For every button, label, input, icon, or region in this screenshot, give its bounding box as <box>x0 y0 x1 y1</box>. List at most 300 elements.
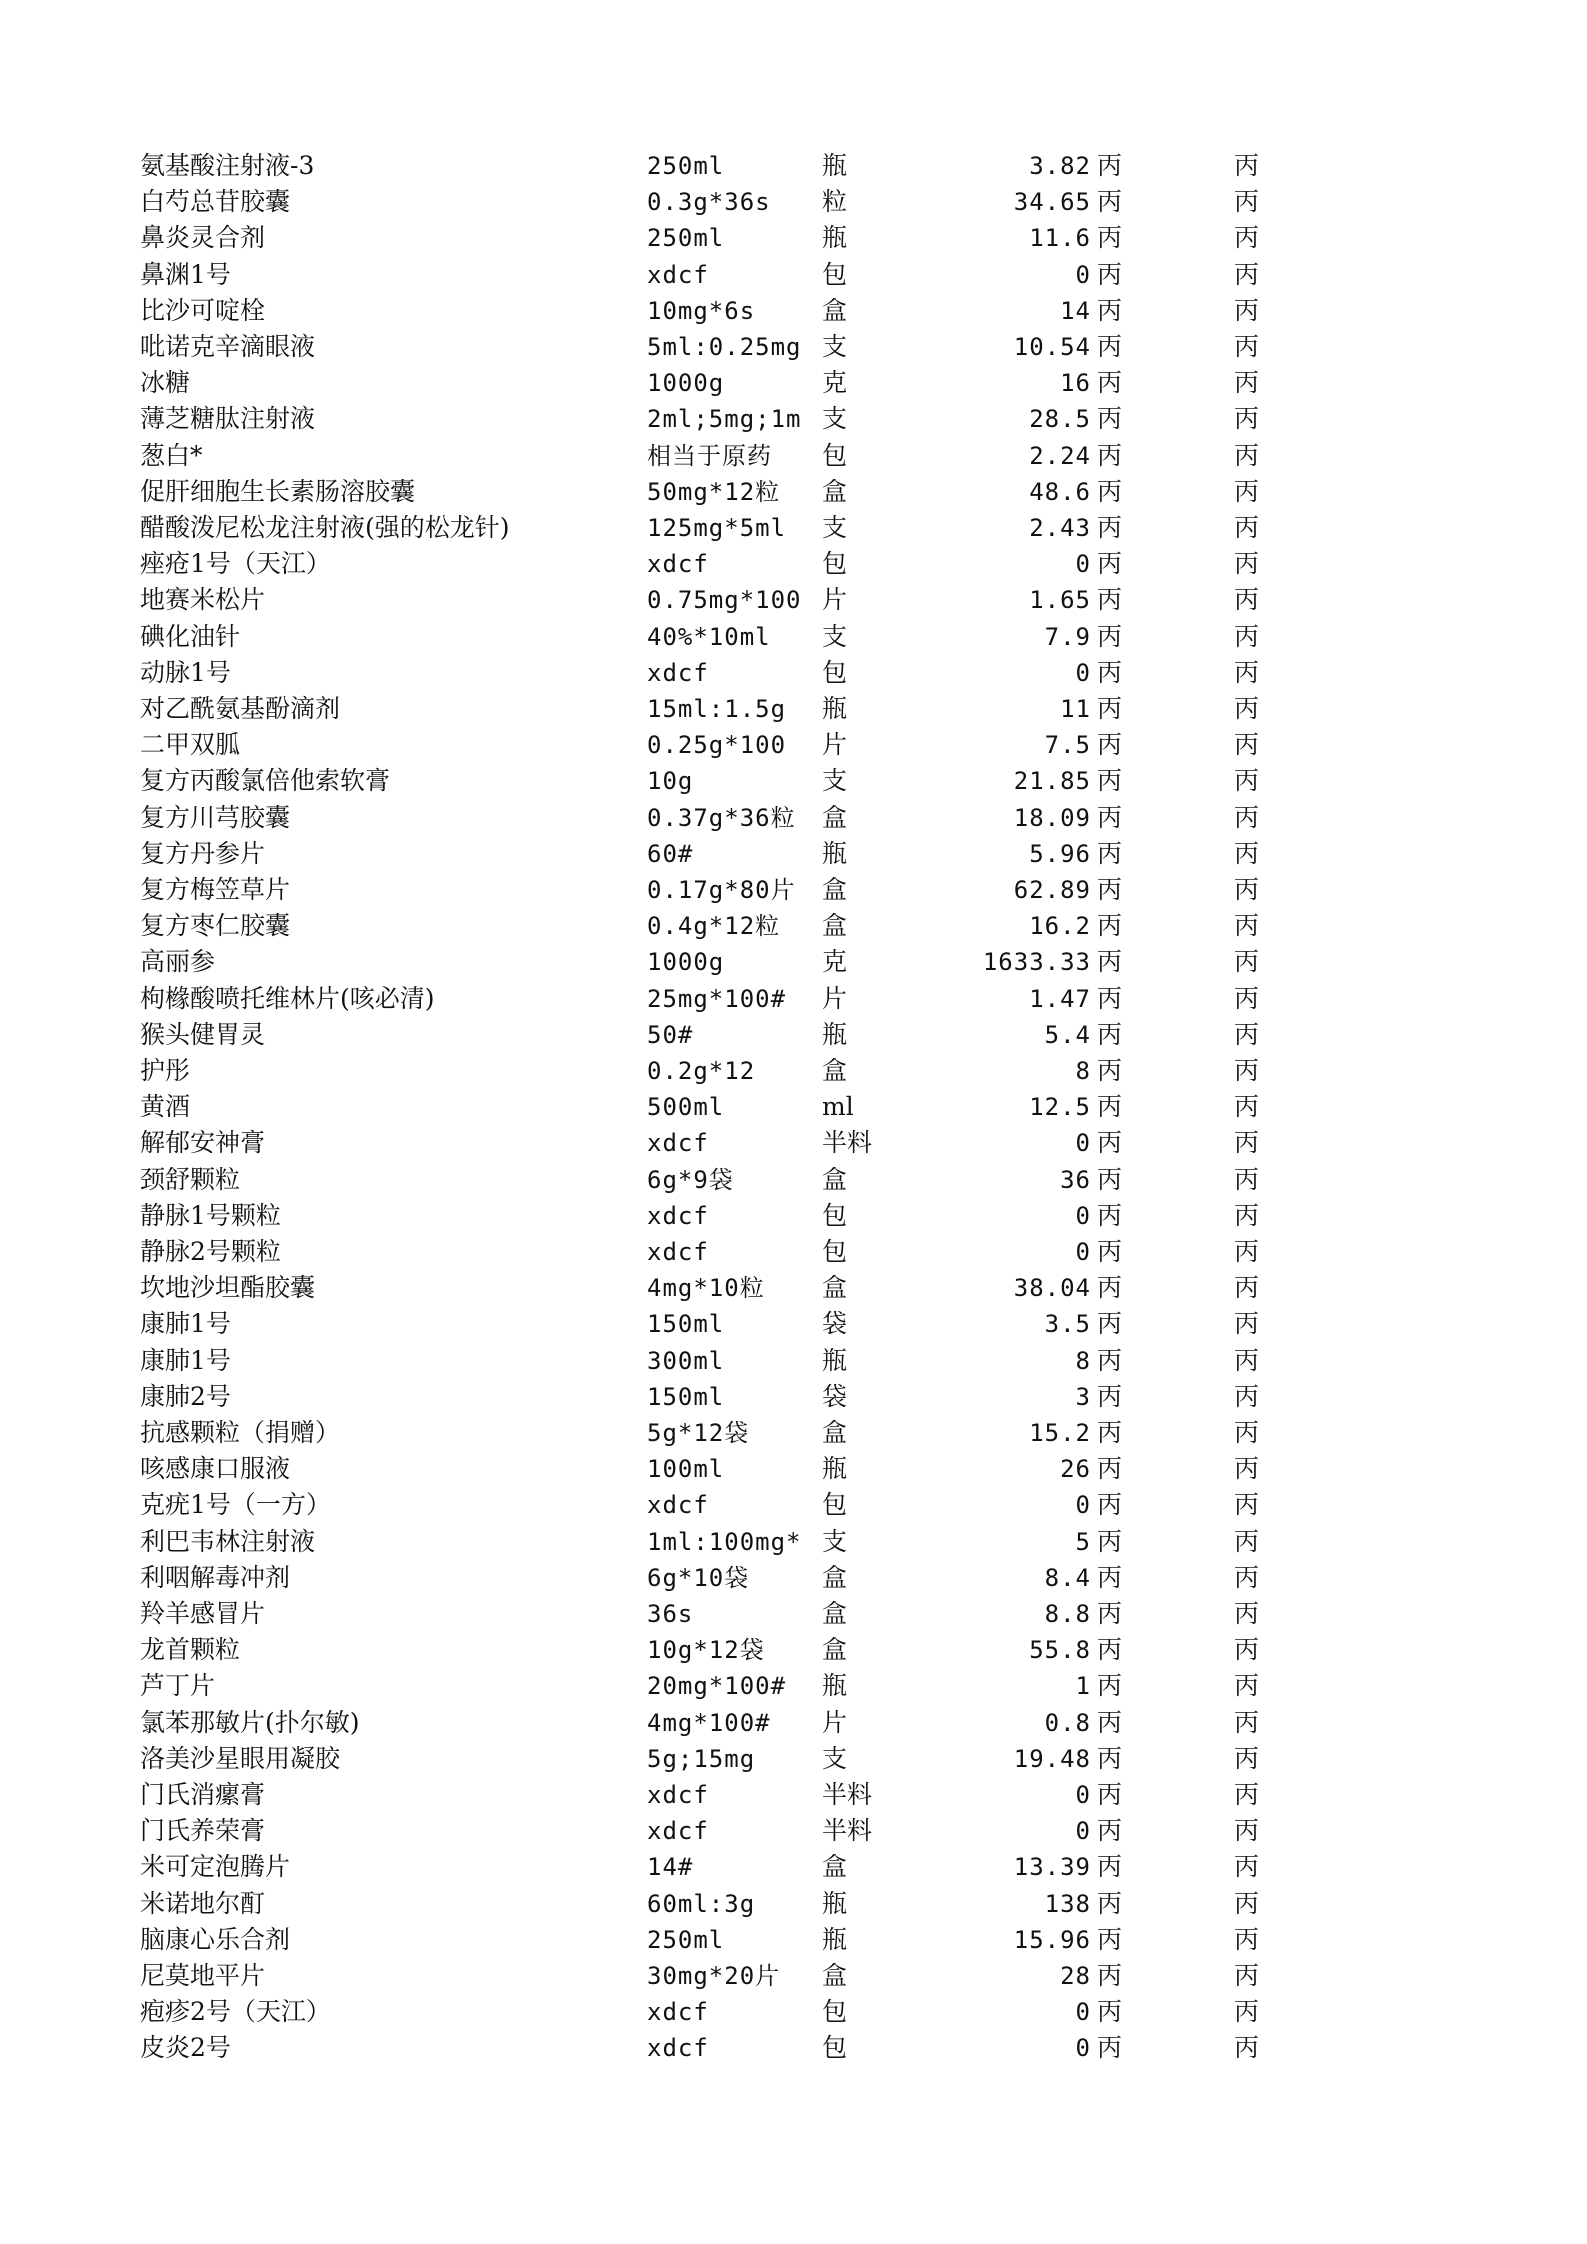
price-cell: 0 <box>1075 1491 1091 1520</box>
category-cell: 丙 <box>1097 694 1123 723</box>
spec-cell: 20mg*100# <box>647 1672 787 1701</box>
category-cell-2: 丙 <box>1234 947 1260 977</box>
table-row <box>0 1451 1587 1487</box>
price-cell: 11 <box>1060 695 1091 723</box>
spec-cell: 50mg*12粒 <box>647 477 781 506</box>
price-cell: 5.96 <box>1029 839 1091 868</box>
table-row <box>0 1162 1587 1198</box>
category-cell: 丙 <box>1097 187 1123 217</box>
unit-cell: 包 <box>822 1200 848 1230</box>
category-cell-2: 丙 <box>1234 1128 1260 1158</box>
drug-name-cell: 吡诺克辛滴眼液 <box>140 332 316 361</box>
unit-cell: 支 <box>822 1743 848 1773</box>
category-cell: 丙 <box>1097 1816 1123 1846</box>
unit-cell: 支 <box>822 766 848 796</box>
table-row <box>0 1487 1587 1523</box>
table-row <box>0 1886 1587 1922</box>
category-cell: 丙 <box>1097 802 1123 832</box>
price-cell: 10.54 <box>1013 333 1091 361</box>
table-row <box>0 1922 1587 1958</box>
price-cell: 0 <box>1075 260 1091 289</box>
table-row <box>0 148 1587 184</box>
unit-cell: 袋 <box>822 1309 848 1339</box>
drug-name-cell: 氯苯那敏片(扑尔敏) <box>140 1707 360 1737</box>
category-cell-2: 丙 <box>1234 1707 1260 1737</box>
category-cell-2: 丙 <box>1234 1490 1260 1520</box>
table-row <box>0 763 1587 799</box>
category-cell: 丙 <box>1097 440 1123 470</box>
table-row <box>0 1813 1587 1849</box>
category-cell-2: 丙 <box>1234 1852 1260 1882</box>
drug-name-cell: 地赛米松片 <box>140 585 266 615</box>
category-cell: 丙 <box>1097 1418 1123 1447</box>
drug-name-cell: 枸橼酸喷托维林片(咳必清) <box>140 983 435 1013</box>
category-cell-2: 丙 <box>1234 1780 1260 1809</box>
unit-cell: 盒 <box>822 1961 848 1990</box>
category-cell-2: 丙 <box>1234 187 1260 217</box>
unit-cell: 包 <box>822 1490 848 1520</box>
unit-cell: 瓶 <box>822 151 848 180</box>
category-cell-2: 丙 <box>1234 1381 1260 1411</box>
category-cell-2: 丙 <box>1234 1888 1260 1918</box>
category-cell-2: 丙 <box>1234 657 1260 687</box>
spec-cell: 0.25g*100 <box>647 731 787 760</box>
category-cell-2: 丙 <box>1234 332 1260 361</box>
spec-cell: 0.75mg*100 <box>647 586 802 615</box>
category-cell: 丙 <box>1097 1164 1123 1194</box>
spec-cell: 相当于原药 <box>647 441 772 470</box>
unit-cell: 片 <box>822 730 848 760</box>
spec-cell: 1000g <box>647 369 725 398</box>
table-row <box>0 438 1587 474</box>
category-cell-2: 丙 <box>1234 440 1260 470</box>
spec-cell: xdcf <box>647 260 709 289</box>
category-cell-2: 丙 <box>1234 802 1260 832</box>
spec-cell: xdcf <box>647 1817 709 1846</box>
unit-cell: 瓶 <box>822 1345 848 1375</box>
price-cell: 1.47 <box>1029 984 1091 1013</box>
spec-cell: 15ml:1.5g <box>647 695 787 723</box>
drug-name-cell: 洛美沙星眼用凝胶 <box>140 1743 341 1773</box>
unit-cell: 盒 <box>822 295 848 325</box>
category-cell: 丙 <box>1097 223 1123 253</box>
price-cell: 2.43 <box>1029 514 1091 542</box>
spec-cell: 0.3g*36s <box>647 188 771 217</box>
spec-cell: 10g*12袋 <box>647 1636 765 1665</box>
price-cell: 14 <box>1060 296 1091 325</box>
category-cell-2: 丙 <box>1234 1924 1260 1954</box>
table-row <box>0 1053 1587 1089</box>
table-row <box>0 1705 1587 1741</box>
price-cell: 1 <box>1075 1672 1091 1701</box>
category-cell: 丙 <box>1097 259 1123 289</box>
price-cell: 21.85 <box>1013 767 1091 796</box>
unit-cell: 袋 <box>822 1381 848 1411</box>
price-cell: 8.4 <box>1044 1563 1091 1592</box>
category-cell: 丙 <box>1097 151 1123 180</box>
category-cell: 丙 <box>1097 332 1123 361</box>
unit-cell: 瓶 <box>822 838 848 868</box>
unit-cell: 盒 <box>822 476 848 506</box>
unit-cell: 盒 <box>822 1562 848 1592</box>
table-row <box>0 1125 1587 1161</box>
table-row <box>0 1668 1587 1704</box>
category-cell-2: 丙 <box>1234 151 1260 180</box>
price-cell: 38.04 <box>1013 1274 1091 1303</box>
drug-name-cell: 皮炎2号 <box>140 2033 231 2063</box>
spec-cell: 250ml <box>647 1925 725 1954</box>
spec-cell: xdcf <box>647 1238 709 1266</box>
unit-cell: 克 <box>822 368 848 398</box>
drug-name-cell: 冰糖 <box>140 368 191 398</box>
category-cell-2: 丙 <box>1234 766 1260 796</box>
category-cell-2: 丙 <box>1234 259 1260 289</box>
price-cell: 34.65 <box>1013 188 1091 217</box>
unit-cell: 片 <box>822 1707 848 1737</box>
category-cell: 丙 <box>1097 513 1123 542</box>
table-row <box>0 1415 1587 1451</box>
category-cell-2: 丙 <box>1234 1635 1260 1665</box>
drug-name-cell: 抗感颗粒（捐赠） <box>140 1418 341 1447</box>
drug-name-cell: 羚羊感冒片 <box>140 1599 266 1628</box>
spec-cell: 5ml:0.25mg <box>647 333 802 361</box>
category-cell: 丙 <box>1097 1345 1123 1375</box>
category-cell-2: 丙 <box>1234 1599 1260 1628</box>
price-cell: 2.24 <box>1029 441 1091 470</box>
table-row <box>0 1524 1587 1560</box>
price-cell: 8 <box>1075 1057 1091 1085</box>
category-cell: 丙 <box>1097 947 1123 977</box>
category-cell-2: 丙 <box>1234 223 1260 253</box>
category-cell: 丙 <box>1097 476 1123 506</box>
drug-name-cell: 薄芝糖肽注射液 <box>140 404 316 434</box>
category-cell: 丙 <box>1097 875 1123 904</box>
spec-cell: 0.17g*80片 <box>647 876 796 904</box>
category-cell: 丙 <box>1097 1961 1123 1990</box>
category-cell-2: 丙 <box>1234 1816 1260 1846</box>
unit-cell: 包 <box>822 1237 848 1266</box>
unit-cell: 瓶 <box>822 223 848 253</box>
drug-name-cell: 康肺2号 <box>140 1381 231 1411</box>
spec-cell: 5g*12袋 <box>647 1419 750 1447</box>
drug-name-cell: 复方丹参片 <box>140 838 266 868</box>
drug-name-cell: 坎地沙坦酯胶囊 <box>140 1273 316 1303</box>
spec-cell: 250ml <box>647 152 725 180</box>
category-cell: 丙 <box>1097 585 1123 615</box>
unit-cell: 包 <box>822 2033 848 2063</box>
price-cell: 19.48 <box>1013 1744 1091 1773</box>
category-cell: 丙 <box>1097 404 1123 434</box>
table-row <box>0 510 1587 546</box>
category-cell-2: 丙 <box>1234 368 1260 398</box>
price-cell: 138 <box>1044 1889 1091 1918</box>
table-row <box>0 1234 1587 1270</box>
category-cell-2: 丙 <box>1234 1454 1260 1484</box>
drug-name-cell: 高丽参 <box>140 947 216 977</box>
unit-cell: 支 <box>822 332 848 361</box>
category-cell: 丙 <box>1097 1273 1123 1303</box>
drug-name-cell: 克疣1号（一方） <box>140 1490 331 1520</box>
category-cell: 丙 <box>1097 621 1123 651</box>
spec-cell: 0.37g*36粒 <box>647 803 796 832</box>
category-cell-2: 丙 <box>1234 1273 1260 1303</box>
category-cell: 丙 <box>1097 1599 1123 1628</box>
price-cell: 1633.33 <box>982 948 1091 977</box>
spec-cell: 30mg*20片 <box>647 1962 781 1990</box>
table-row <box>0 619 1587 655</box>
unit-cell: 半料 <box>822 1128 873 1158</box>
unit-cell: ml <box>822 1092 854 1122</box>
category-cell: 丙 <box>1097 1743 1123 1773</box>
drug-name-cell: 对乙酰氨基酚滴剂 <box>140 694 341 723</box>
category-cell-2: 丙 <box>1234 1237 1260 1266</box>
price-cell: 62.89 <box>1013 876 1091 904</box>
spec-cell: 125mg*5ml <box>647 514 787 542</box>
category-cell-2: 丙 <box>1234 1019 1260 1049</box>
drug-name-cell: 芦丁片 <box>140 1671 216 1701</box>
price-cell: 5.4 <box>1044 1020 1091 1049</box>
category-cell-2: 丙 <box>1234 875 1260 904</box>
spec-cell: 6g*9袋 <box>647 1165 734 1194</box>
table-row <box>0 1849 1587 1885</box>
unit-cell: 盒 <box>822 1273 848 1303</box>
table-row <box>0 329 1587 365</box>
spec-cell: xdcf <box>647 1998 709 2027</box>
spec-cell: 50# <box>647 1020 694 1049</box>
table-row <box>0 2030 1587 2066</box>
table-row <box>0 220 1587 256</box>
drug-name-cell: 静脉2号颗粒 <box>140 1237 281 1266</box>
unit-cell: 片 <box>822 585 848 615</box>
category-cell: 丙 <box>1097 1237 1123 1266</box>
category-cell: 丙 <box>1097 549 1123 579</box>
table-row <box>0 365 1587 401</box>
unit-cell: 片 <box>822 983 848 1013</box>
price-cell: 0.8 <box>1044 1708 1091 1737</box>
category-cell: 丙 <box>1097 1852 1123 1882</box>
price-cell: 0 <box>1075 2034 1091 2063</box>
drug-name-cell: 痤疮1号（天江） <box>140 549 331 579</box>
spec-cell: 2ml;5mg;1m <box>647 405 802 434</box>
category-cell: 丙 <box>1097 1924 1123 1954</box>
price-cell: 18.09 <box>1013 803 1091 832</box>
unit-cell: 盒 <box>822 1852 848 1882</box>
category-cell-2: 丙 <box>1234 1200 1260 1230</box>
category-cell-2: 丙 <box>1234 1562 1260 1592</box>
unit-cell: 瓶 <box>822 1888 848 1918</box>
drug-name-cell: 黄酒 <box>140 1092 191 1122</box>
price-cell: 3.5 <box>1044 1310 1091 1339</box>
price-cell: 7.9 <box>1044 622 1091 651</box>
spec-cell: xdcf <box>647 2034 709 2063</box>
category-cell: 丙 <box>1097 766 1123 796</box>
table-row <box>0 401 1587 437</box>
spec-cell: 14# <box>647 1853 694 1882</box>
category-cell: 丙 <box>1097 368 1123 398</box>
table-row <box>0 981 1587 1017</box>
price-cell: 0 <box>1075 1129 1091 1158</box>
category-cell: 丙 <box>1097 1092 1123 1122</box>
category-cell-2: 丙 <box>1234 585 1260 615</box>
price-cell: 3 <box>1075 1382 1091 1411</box>
unit-cell: 盒 <box>822 1635 848 1665</box>
table-row <box>0 1379 1587 1415</box>
spec-cell: 25mg*100# <box>647 984 787 1013</box>
table-row <box>0 1560 1587 1596</box>
drug-name-cell: 静脉1号颗粒 <box>140 1200 281 1230</box>
spec-cell: 1000g <box>647 948 725 977</box>
price-cell: 1.65 <box>1029 586 1091 615</box>
spec-cell: 150ml <box>647 1310 725 1339</box>
unit-cell: 包 <box>822 259 848 289</box>
price-cell: 3.82 <box>1029 152 1091 180</box>
category-cell-2: 丙 <box>1234 1743 1260 1773</box>
unit-cell: 瓶 <box>822 1671 848 1701</box>
category-cell: 丙 <box>1097 1056 1123 1085</box>
price-cell: 26 <box>1060 1455 1091 1484</box>
drug-name-cell: 米诺地尔酊 <box>140 1888 266 1918</box>
drug-name-cell: 米可定泡腾片 <box>140 1852 291 1882</box>
spec-cell: xdcf <box>647 1201 709 1230</box>
unit-cell: 瓶 <box>822 1924 848 1954</box>
price-cell: 13.39 <box>1013 1853 1091 1882</box>
price-cell: 8.8 <box>1044 1600 1091 1628</box>
price-cell: 16 <box>1060 369 1091 398</box>
drug-name-cell: 龙首颗粒 <box>140 1635 241 1665</box>
price-cell: 36 <box>1060 1165 1091 1194</box>
table-row <box>0 546 1587 582</box>
category-cell-2: 丙 <box>1234 513 1260 542</box>
table-row <box>0 1270 1587 1306</box>
category-cell-2: 丙 <box>1234 1092 1260 1122</box>
price-cell: 0 <box>1075 1201 1091 1230</box>
spec-cell: xdcf <box>647 1129 709 1158</box>
table-row <box>0 293 1587 329</box>
table-row <box>0 908 1587 944</box>
spec-cell: 150ml <box>647 1382 725 1411</box>
category-cell-2: 丙 <box>1234 1526 1260 1556</box>
spec-cell: 0.2g*12 <box>647 1057 756 1085</box>
drug-name-cell: 复方丙酸氯倍他索软膏 <box>140 766 391 796</box>
unit-cell: 盒 <box>822 1164 848 1194</box>
price-cell: 8 <box>1075 1346 1091 1375</box>
price-cell: 16.2 <box>1029 912 1091 941</box>
unit-cell: 半料 <box>822 1780 873 1809</box>
spec-cell: 500ml <box>647 1093 725 1122</box>
category-cell-2: 丙 <box>1234 404 1260 434</box>
unit-cell: 支 <box>822 513 848 542</box>
table-row <box>0 1306 1587 1342</box>
unit-cell: 包 <box>822 440 848 470</box>
category-cell: 丙 <box>1097 657 1123 687</box>
category-cell-2: 丙 <box>1234 838 1260 868</box>
spec-cell: 4mg*10粒 <box>647 1274 765 1303</box>
spec-cell: xdcf <box>647 1781 709 1809</box>
price-cell: 0 <box>1075 658 1091 687</box>
unit-cell: 支 <box>822 404 848 434</box>
table-row <box>0 727 1587 763</box>
spec-cell: 250ml <box>647 224 725 253</box>
table-row <box>0 944 1587 980</box>
category-cell-2: 丙 <box>1234 621 1260 651</box>
category-cell: 丙 <box>1097 1019 1123 1049</box>
price-cell: 28.5 <box>1029 405 1091 434</box>
category-cell: 丙 <box>1097 1200 1123 1230</box>
category-cell: 丙 <box>1097 838 1123 868</box>
category-cell-2: 丙 <box>1234 549 1260 579</box>
category-cell-2: 丙 <box>1234 1418 1260 1447</box>
category-cell-2: 丙 <box>1234 1309 1260 1339</box>
category-cell: 丙 <box>1097 1309 1123 1339</box>
category-cell: 丙 <box>1097 2033 1123 2063</box>
spec-cell: 36s <box>647 1600 694 1628</box>
drug-name-cell: 利咽解毒冲剂 <box>140 1562 291 1592</box>
category-cell: 丙 <box>1097 730 1123 760</box>
drug-name-cell: 颈舒颗粒 <box>140 1164 241 1194</box>
drug-name-cell: 鼻炎灵合剂 <box>140 223 266 253</box>
category-cell-2: 丙 <box>1234 1056 1260 1085</box>
category-cell: 丙 <box>1097 295 1123 325</box>
table-row <box>0 1198 1587 1234</box>
unit-cell: 盒 <box>822 911 848 941</box>
unit-cell: 包 <box>822 549 848 579</box>
spec-cell: 6g*10袋 <box>647 1563 750 1592</box>
price-cell: 28 <box>1060 1962 1091 1990</box>
unit-cell: 盒 <box>822 802 848 832</box>
spec-cell: xdcf <box>647 1491 709 1520</box>
unit-cell: 瓶 <box>822 1454 848 1484</box>
drug-name-cell: 康肺1号 <box>140 1345 231 1375</box>
category-cell: 丙 <box>1097 1997 1123 2027</box>
spec-cell: xdcf <box>647 658 709 687</box>
category-cell-2: 丙 <box>1234 911 1260 941</box>
table-row <box>0 872 1587 908</box>
spec-cell: 4mg*100# <box>647 1708 771 1737</box>
unit-cell: 克 <box>822 947 848 977</box>
table-row <box>0 1089 1587 1125</box>
price-cell: 0 <box>1075 1781 1091 1809</box>
unit-cell: 半料 <box>822 1816 873 1846</box>
drug-name-cell: 护彤 <box>140 1056 191 1085</box>
unit-cell: 瓶 <box>822 1019 848 1049</box>
drug-name-cell: 鼻渊1号 <box>140 259 231 289</box>
drug-name-cell: 利巴韦林注射液 <box>140 1526 316 1556</box>
price-cell: 0 <box>1075 1817 1091 1846</box>
price-cell: 0 <box>1075 1238 1091 1266</box>
price-cell: 12.5 <box>1029 1093 1091 1122</box>
category-cell-2: 丙 <box>1234 2033 1260 2063</box>
drug-name-cell: 猴头健胃灵 <box>140 1019 266 1049</box>
drug-name-cell: 白芍总苷胶囊 <box>140 187 291 217</box>
category-cell-2: 丙 <box>1234 1961 1260 1990</box>
category-cell: 丙 <box>1097 1490 1123 1520</box>
spec-cell: 0.4g*12粒 <box>647 912 781 941</box>
category-cell: 丙 <box>1097 1562 1123 1592</box>
table-row <box>0 1741 1587 1777</box>
price-cell: 7.5 <box>1044 731 1091 760</box>
drug-name-cell: 康肺1号 <box>140 1309 231 1339</box>
spec-cell: 300ml <box>647 1346 725 1375</box>
table-row <box>0 1777 1587 1813</box>
spec-cell: 10g <box>647 767 694 796</box>
drug-name-cell: 门氏养荣膏 <box>140 1816 266 1846</box>
table-row <box>0 655 1587 691</box>
price-cell: 48.6 <box>1029 477 1091 506</box>
spec-cell: 40%*10ml <box>647 622 771 651</box>
drug-name-cell: 二甲双胍 <box>140 730 241 760</box>
category-cell-2: 丙 <box>1234 1671 1260 1701</box>
category-cell: 丙 <box>1097 1381 1123 1411</box>
